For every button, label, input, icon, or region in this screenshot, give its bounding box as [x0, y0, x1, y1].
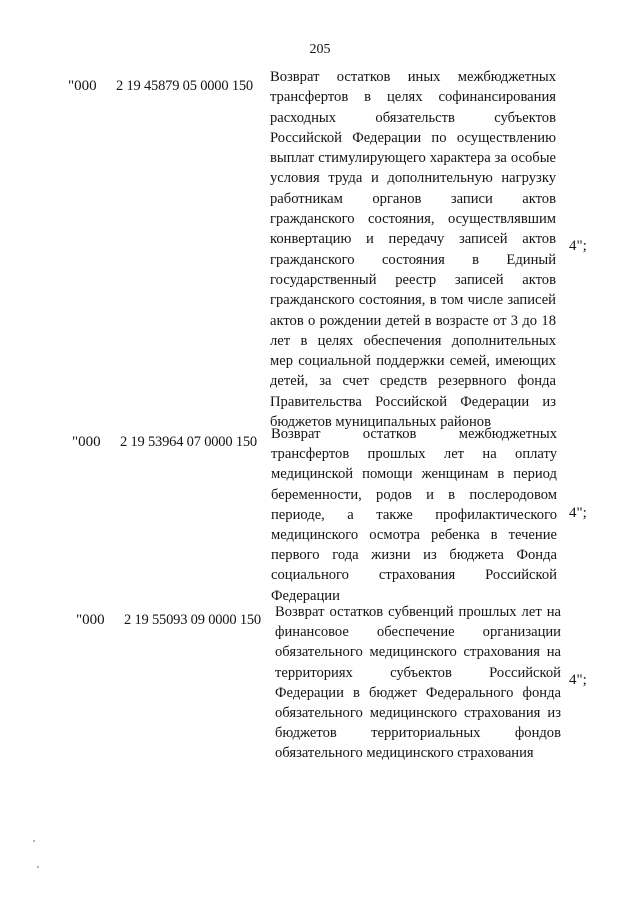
entry-description: Возврат остатков межбюджетных трансфертов прошлых лет на оплату медицинской помощи женщинам в период беременности, родов и в послеродовом периоде, а также профилактического медицинского осмотра ребенка в течение первого года жизни из бюджета Фонда социального страхования Российской Федерации: [271, 426, 557, 604]
entry-suffix: 4";: [569, 672, 587, 688]
scan-speck: [37, 866, 39, 868]
entry-code: "000: [76, 612, 105, 628]
entry-code: "000: [72, 434, 101, 450]
entry-suffix: 4";: [569, 505, 587, 521]
entry-kbk-code: 2 19 53964 07 0000 150: [120, 434, 257, 450]
scan-speck: [33, 840, 35, 842]
entry-description: Возврат остатков субвенций прошлых лет на финансовое обеспечение организации обязательного медицинского страхования на территориях субъектов Российской Федерации в бюджет Федерального фонда обязательного медицинского страхования из бюджетов территориальных фондов обязательного медицинского страхования: [275, 604, 561, 762]
entry-description: Возврат остатков иных межбюджетных трансфертов в целях софинансирования расходных обязательств субъектов Российской Федерации по осуществлению выплат стимулирующего характера за особые условия труда и дополнительную нагрузку работникам органов записи актов гражданского состояния, осуществлявшим конвертацию и передачу записей актов гражданского состояния в Единый государственный реестр записей актов гражданского состояния, в том числе записей актов о рождении детей в возрасте от 3 до 18 лет в целях обеспечения дополнительных мер социальной поддержки семей, имеющих детей, за счет средств резервного фонда Правительства Российской Федерации из бюджетов муниципальных районов: [270, 69, 556, 431]
page-number: 205: [309, 42, 331, 57]
entry-kbk-code: 2 19 55093 09 0000 150: [124, 612, 261, 628]
entry-kbk-code: 2 19 45879 05 0000 150: [116, 78, 253, 94]
entry-suffix: 4";: [569, 238, 587, 254]
entry-code: "000: [68, 78, 97, 94]
